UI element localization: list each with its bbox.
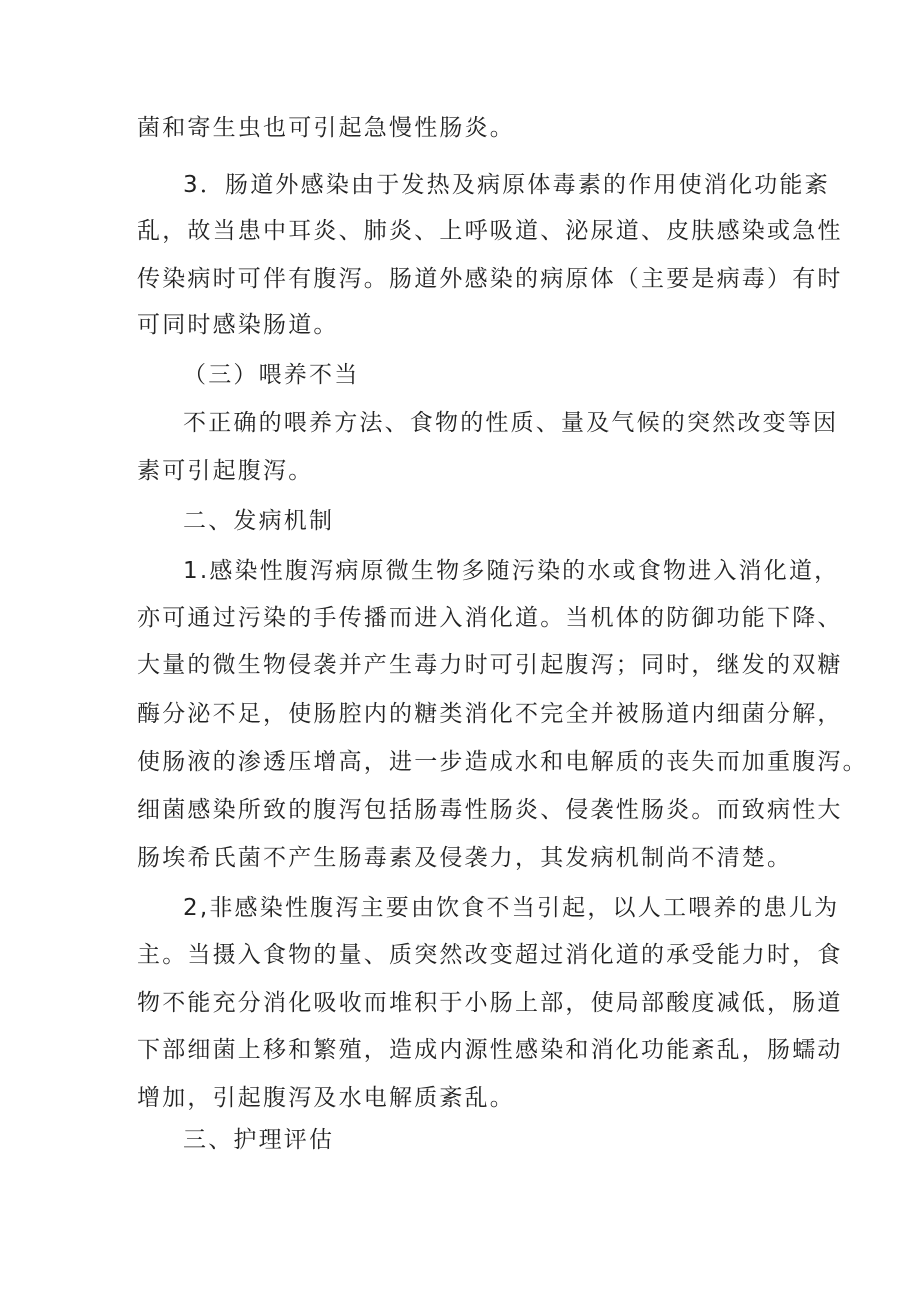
- text-line-21: 增加，引起腹泻及水电解质紊乱。: [137, 1085, 515, 1111]
- text-line-17: 2,非感染性腹泻主要由饮食不当引起，以人工喂养的患儿为: [183, 895, 840, 921]
- text-line-2: 3．肠道外感染由于发热及病原体毒素的作用使消化功能紊: [183, 172, 830, 198]
- text-line-3: 乱，故当患中耳炎、肺炎、上呼吸道、泌尿道、皮肤感染或急性: [137, 218, 843, 244]
- section-heading-nursing-assessment: 三、护理评估: [183, 1127, 335, 1153]
- text-line-20: 下部细菌上移和繁殖，造成内源性感染和消化功能紊乱，肠蠕动: [137, 1037, 843, 1063]
- text-line-19: 物不能充分消化吸收而堆积于小肠上部，使局部酸度减低，肠道: [137, 990, 843, 1016]
- text-line-5: 可同时感染肠道。: [137, 312, 339, 338]
- text-line-1: 菌和寄生虫也可引起急慢性肠炎。: [137, 115, 515, 141]
- text-line-14: 使肠液的渗透压增高，进一步造成水和电解质的丧失而加重腹泻。: [137, 749, 868, 775]
- text-line-15: 细菌感染所致的腹泻包括肠毒性肠炎、侵袭性肠炎。而致病性大: [137, 797, 843, 823]
- text-line-11: 亦可通过污染的手传播而进入消化道。当机体的防御功能下降、: [137, 605, 843, 631]
- text-line-16: 肠埃希氏菌不产生肠毒素及侵袭力，其发病机制尚不清楚。: [137, 845, 793, 871]
- text-line-4: 传染病时可伴有腹泻。肠道外感染的病原体（主要是病毒）有时: [137, 266, 843, 292]
- text-line-18: 主。当摄入食物的量、质突然改变超过消化道的承受能力时，食: [137, 942, 843, 968]
- text-line-13: 酶分泌不足，使肠腔内的糖类消化不完全并被肠道内细菌分解，: [137, 701, 843, 727]
- text-line-12: 大量的微生物侵袭并产生毒力时可引起腹泻；同时，继发的双糖: [137, 652, 843, 678]
- section-heading-feeding: （三）喂养不当: [183, 362, 360, 388]
- section-heading-pathogenesis: 二、发病机制: [183, 508, 335, 534]
- text-line-10: 1.感染性腹泻病原微生物多随污染的水或食物进入消化道，: [183, 558, 840, 584]
- text-line-7: 不正确的喂养方法、食物的性质、量及气候的突然改变等因: [183, 410, 839, 436]
- text-line-8: 素可引起腹泻。: [137, 458, 314, 484]
